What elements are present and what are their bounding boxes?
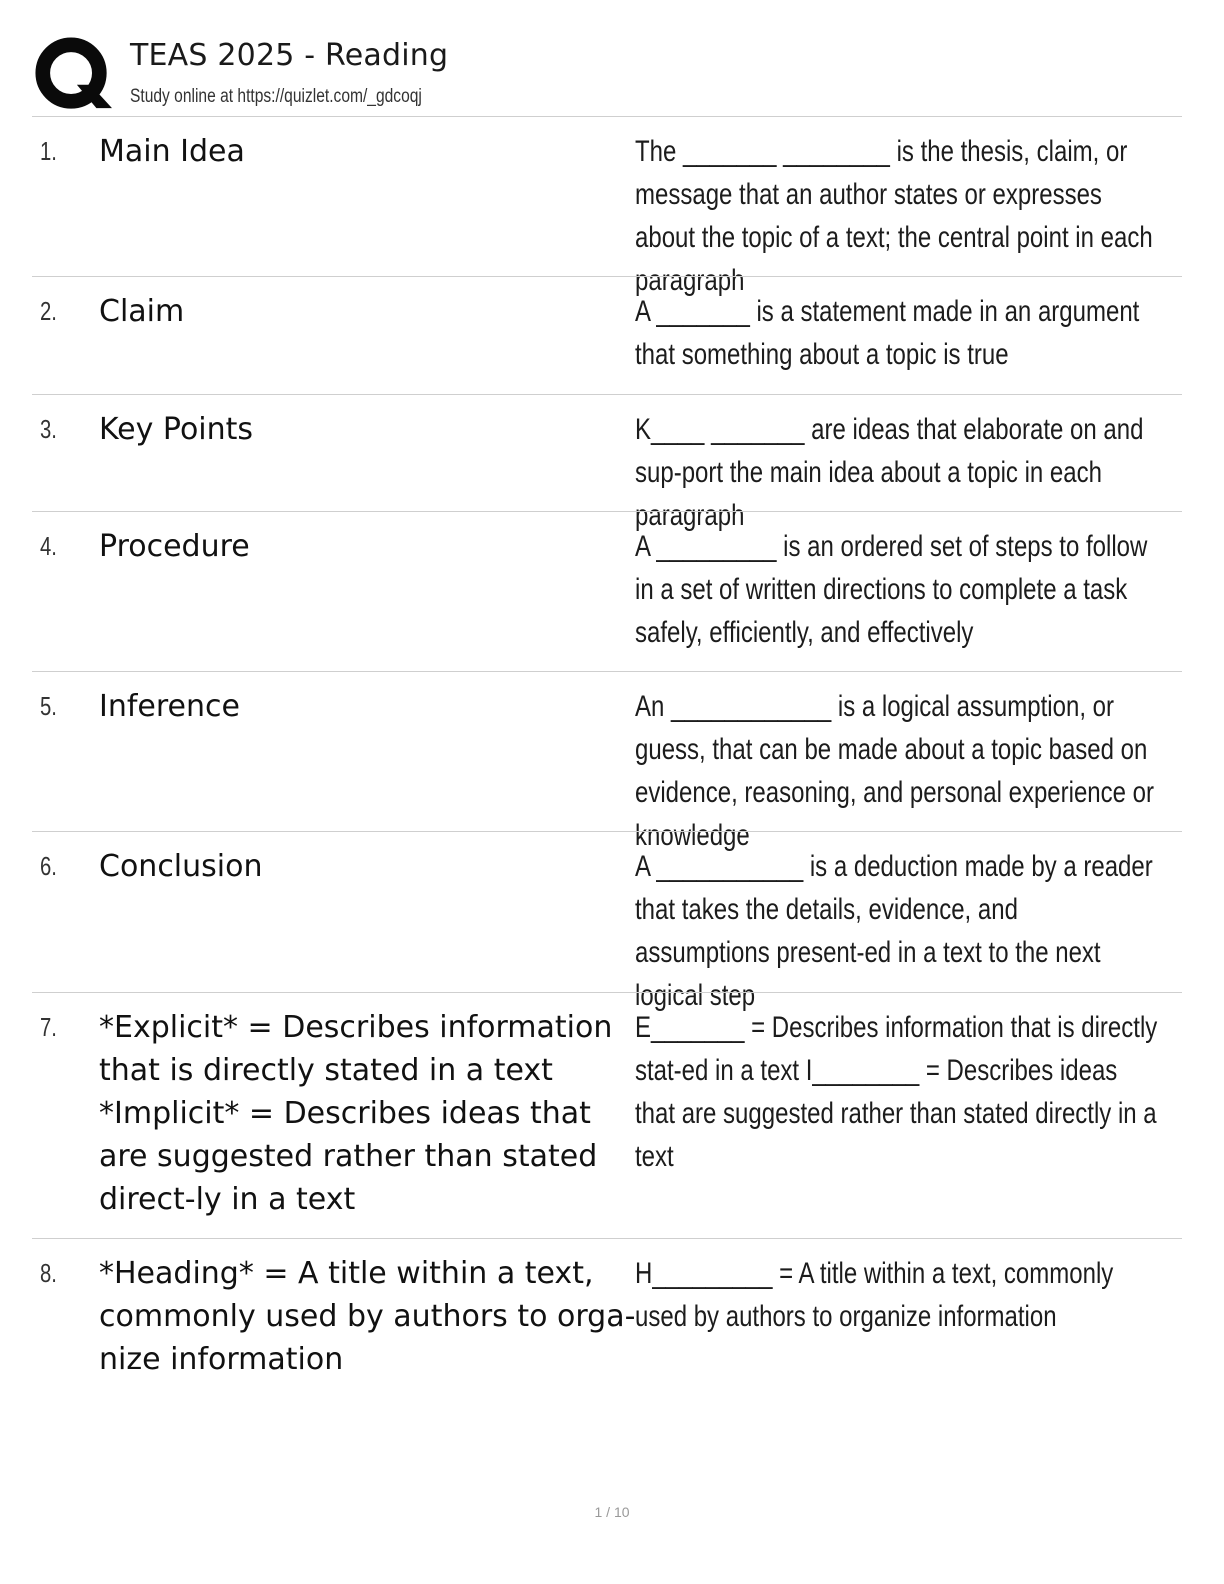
card-definition: E_______ = Describes information that is directly stat-ed in a text I________ = Describes ideas that are suggested rather than stated directly in a text <box>635 1011 1158 1173</box>
card-term: Claim <box>99 294 185 329</box>
divider <box>32 1238 1182 1239</box>
divider <box>32 831 1182 832</box>
card-term: *Heading* = A title within a text, commonly used by authors to orga-nize information <box>99 1256 636 1377</box>
quizlet-q-logo-icon <box>34 36 112 114</box>
study-online-link[interactable]: Study online at https://quizlet.com/_gdcoqj <box>130 86 422 107</box>
card-definition: A _________ is an ordered set of steps to follow in a set of written directions to complete a task safely, efficiently, and effectively <box>635 530 1148 649</box>
card-number: 4. <box>40 531 57 561</box>
card-definition: H_________ = A title within a text, commonly used by authors to organize information <box>635 1257 1114 1333</box>
page-number: 1 / 10 <box>594 1504 630 1520</box>
card-term: Conclusion <box>99 849 263 884</box>
card-term: *Explicit* = Describes information that is directly stated in a text *Implicit* = Describes ideas that are suggested rather than stated direct-ly in a text <box>99 1010 613 1217</box>
set-title: TEAS 2025 - Reading <box>130 38 449 73</box>
card-definition: K____ _______ are ideas that elaborate on and sup-port the main idea about a topic in each paragraph <box>635 413 1144 532</box>
divider <box>32 276 1182 277</box>
card-number: 6. <box>40 851 57 881</box>
card-number: 7. <box>40 1012 57 1042</box>
card-number: 2. <box>40 296 57 326</box>
card-definition: An ____________ is a logical assumption, or guess, that can be made about a topic based on evidence, reasoning, and personal experience or knowledge <box>635 690 1155 852</box>
card-term: Procedure <box>99 529 250 564</box>
divider <box>32 394 1182 395</box>
card-number: 5. <box>40 691 57 721</box>
divider <box>32 511 1182 512</box>
card-number: 3. <box>40 414 57 444</box>
card-term: Key Points <box>99 412 254 447</box>
card-definition: A ___________ is a deduction made by a reader that takes the details, evidence, and assumptions present-ed in a text to the next logical step <box>635 850 1153 1012</box>
page-header <box>34 30 1184 116</box>
card-term: Inference <box>99 689 240 724</box>
card-number: 8. <box>40 1258 57 1288</box>
card-number: 1. <box>40 136 57 166</box>
divider <box>32 992 1182 993</box>
card-term: Main Idea <box>99 134 245 169</box>
card-definition: The _______ ________ is the thesis, claim, or message that an author states or expresses about the topic of a text; the central point in each paragraph <box>635 135 1153 297</box>
divider <box>32 116 1182 117</box>
divider <box>32 671 1182 672</box>
card-definition: A _______ is a statement made in an argument that something about a topic is true <box>635 295 1140 371</box>
